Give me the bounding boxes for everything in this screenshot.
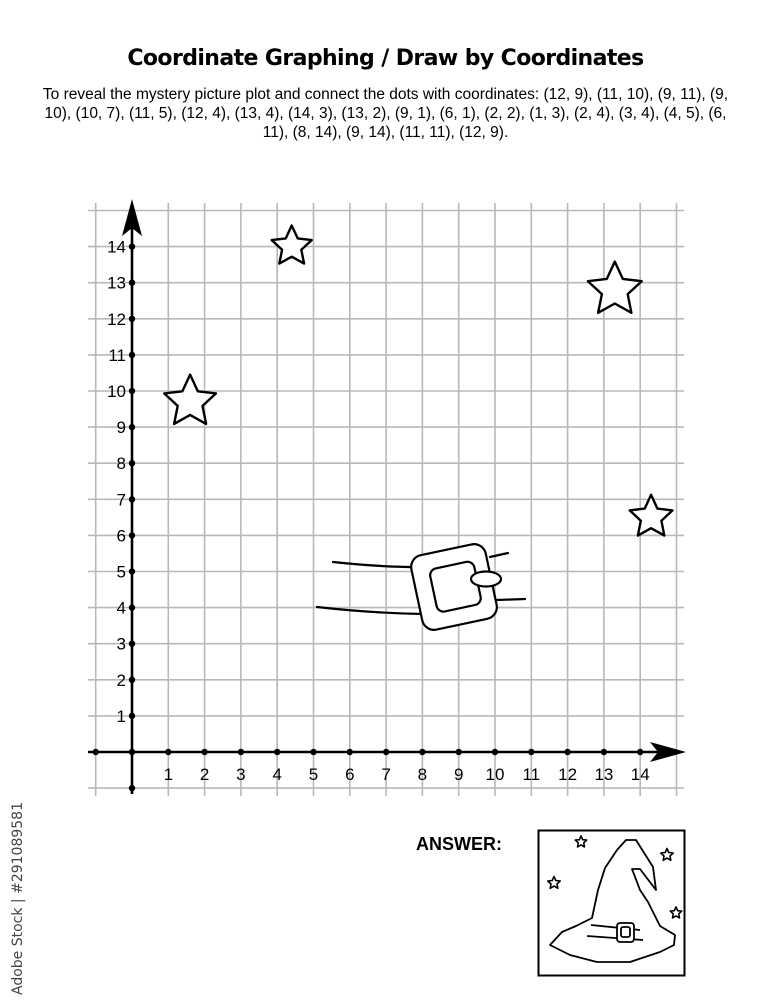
x-tick-label: 9 [453, 765, 464, 784]
x-tick-label: 11 [522, 765, 541, 784]
y-tick-label: 1 [116, 706, 126, 726]
y-axis-dot [129, 243, 135, 249]
answer-label: ANSWER: [416, 834, 502, 854]
x-axis-dot [492, 749, 498, 755]
y-axis-dot [129, 280, 135, 286]
y-axis-dot [129, 424, 135, 430]
y-tick-label: 12 [107, 309, 126, 329]
y-tick-label: 11 [108, 345, 126, 365]
x-tick-label: 4 [272, 765, 282, 784]
y-axis-dot [129, 388, 135, 394]
y-axis-dot [129, 568, 135, 574]
y-tick-label: 7 [116, 490, 126, 510]
belt-upper-right-line [490, 553, 508, 557]
belt-buckle-hint [317, 542, 525, 632]
y-tick-label: 6 [116, 526, 126, 546]
x-tick-label: 13 [594, 765, 614, 784]
x-tick-label: 1 [163, 765, 174, 784]
x-tick-label: 3 [236, 765, 246, 784]
y-axis-dot [129, 460, 135, 466]
y-axis-dot [129, 604, 135, 610]
x-axis-dot [383, 749, 389, 755]
y-tick-label: 2 [116, 670, 126, 690]
y-axis-dot [129, 785, 135, 791]
x-axis-dot [165, 749, 171, 755]
y-axis-dot [129, 496, 135, 502]
watermark: Adobe Stock | #291089581 [10, 802, 26, 995]
x-axis-dot [419, 749, 425, 755]
hat-buckle [617, 923, 634, 942]
y-tick-label: 5 [116, 562, 126, 582]
x-tick-label: 7 [381, 765, 391, 784]
y-axis-dot [129, 316, 135, 322]
y-tick-label: 8 [116, 454, 126, 474]
x-axis-dot [637, 749, 643, 755]
y-axis-dot [129, 352, 135, 358]
x-axis-dot [310, 749, 316, 755]
x-axis-dot [601, 749, 607, 755]
x-tick-label: 8 [417, 765, 428, 784]
x-tick-label: 14 [630, 765, 650, 784]
y-tick-label: 14 [107, 237, 126, 257]
x-tick-label: 12 [558, 765, 578, 784]
y-tick-label: 13 [107, 273, 126, 293]
star-icon [630, 495, 673, 536]
x-axis-dot [201, 749, 207, 755]
x-axis-dot [564, 749, 570, 755]
belt-upper-line [333, 562, 416, 567]
x-axis-dot [528, 749, 534, 755]
y-tick-label: 3 [116, 634, 126, 654]
x-tick-label: 5 [308, 765, 319, 784]
instructions: To reveal the mystery picture plot and connect the dots with coordinates: (12, 9), (11, 10), (9, 11), (9, 10), (10, 7), (11, 5), (12, 4), (13, 4), (14, 3), (13, 2), (9, 1), (6, 1), (2, 2), (1, 3), (2, 4), (3, 4), (4, 5), (6, 11), (8, 14), (9, 14), (11, 11), (12, 9). [42, 86, 729, 141]
x-tick-label: 2 [199, 765, 210, 784]
y-axis-dot [129, 677, 135, 683]
belt-lower-right-line [497, 599, 525, 600]
buckle-prong [471, 572, 501, 587]
page-title: Coordinate Graphing / Draw by Coordinates [127, 46, 644, 71]
y-axis-dot [129, 749, 135, 755]
grid-lines [88, 203, 684, 796]
x-tick-label: 10 [485, 765, 505, 784]
answer-box [539, 831, 685, 976]
y-axis-dot [129, 713, 135, 719]
y-tick-label: 9 [116, 418, 126, 438]
x-axis-dot [93, 749, 99, 755]
y-tick-label: 10 [107, 382, 126, 401]
y-tick-label: 4 [116, 598, 126, 618]
x-axis-dot [238, 749, 244, 755]
x-axis-dot [274, 749, 280, 755]
star-icon [164, 375, 216, 424]
x-axis-dot [456, 749, 462, 755]
star-icon [588, 262, 642, 313]
x-axis-dot [347, 749, 353, 755]
y-axis-dot [129, 532, 135, 538]
y-axis-dot [129, 641, 135, 647]
x-tick-label: 6 [345, 765, 355, 784]
